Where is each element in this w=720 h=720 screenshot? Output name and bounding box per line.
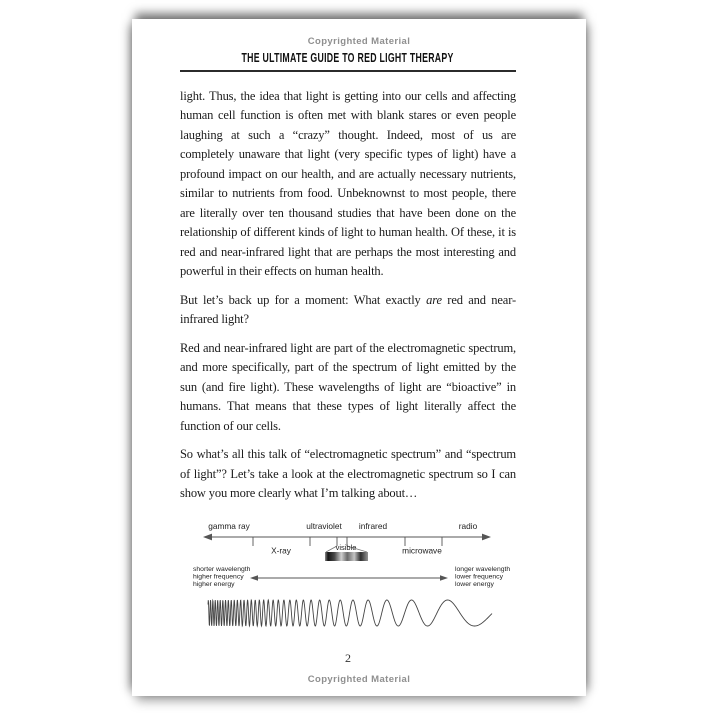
- wavelength-arrow: [250, 575, 448, 581]
- body-paragraph: So what’s all this talk of “electromagnetic spectrum” and “spectrum of light”? Let’s take a look at the electromagnetic spectrum so I can show you more clearly what I’m talking about…: [180, 447, 516, 500]
- band-label-x-ray: X-ray: [271, 545, 291, 555]
- em-spectrum-diagram: [180, 512, 516, 632]
- band-label-infrared: infrared: [358, 520, 388, 531]
- annot-longer-wavelength: longer wavelength: [455, 565, 511, 573]
- visible-spectrum-bar: [325, 552, 368, 561]
- band-label-ultraviolet: ultraviolet: [306, 520, 342, 531]
- copyright-watermark-bottom: Copyrighted Material: [307, 674, 411, 685]
- annot-higher-energy: higher energy: [193, 580, 235, 588]
- band-label-microwave: microwave: [402, 545, 442, 555]
- running-header: [180, 49, 516, 67]
- book-page: [132, 19, 586, 696]
- annot-lower-frequency: lower frequency: [455, 573, 503, 580]
- band-label-gamma-ray: gamma ray: [208, 520, 250, 531]
- body-paragraph: light. Thus, the idea that light is getting into our cells and affecting human cell function is often met with blank stares or even people laughing at such a “crazy” thought. Indeed, most of us are completely unaware that light (very specific types of light) have a profound impact on our health, and are actually necessary nutrients, similar to nutrients from food. Unbeknownst to most people, there are literally over ten thousand studies that have been done on the relationship of different kinds of light to human health. Of these, it is red and near-infrared light that are perhaps the most interesting and powerful in their effects on human health.: [180, 88, 516, 278]
- right-annotations: [455, 566, 510, 588]
- body-paragraph: But let’s back up for a moment: What exactly are red and near-infrared light?: [180, 292, 516, 326]
- copyright-watermark-top: Copyrighted Material: [307, 36, 411, 47]
- page-number: 2: [345, 651, 351, 665]
- band-label-visible: visible: [335, 542, 357, 552]
- annot-lower-energy: lower energy: [455, 580, 494, 588]
- body-text: [180, 87, 516, 504]
- body-paragraph: Red and near-infrared light are part of the electromagnetic spectrum, and more specifically, part of the spectrum of light emitted by the sun (and fire light). These wavelengths of light are “bioactive” in humans. That means that these types of light literally affect the function of our cells.: [180, 340, 516, 433]
- left-annotations: [193, 566, 251, 588]
- visible-light-callout: [325, 543, 368, 561]
- running-header-title: THE ULTIMATE GUIDE TO RED LIGHT THERAPY: [241, 51, 455, 65]
- band-label-radio: radio: [458, 520, 478, 531]
- axis-arrow-right: [482, 533, 491, 540]
- header-rule: [180, 70, 516, 72]
- axis-arrow-left: [203, 533, 212, 540]
- wavelength-wave: [208, 600, 492, 626]
- annot-shorter-wavelength: shorter wavelength: [193, 565, 251, 573]
- annot-higher-frequency: higher frequency: [193, 573, 244, 580]
